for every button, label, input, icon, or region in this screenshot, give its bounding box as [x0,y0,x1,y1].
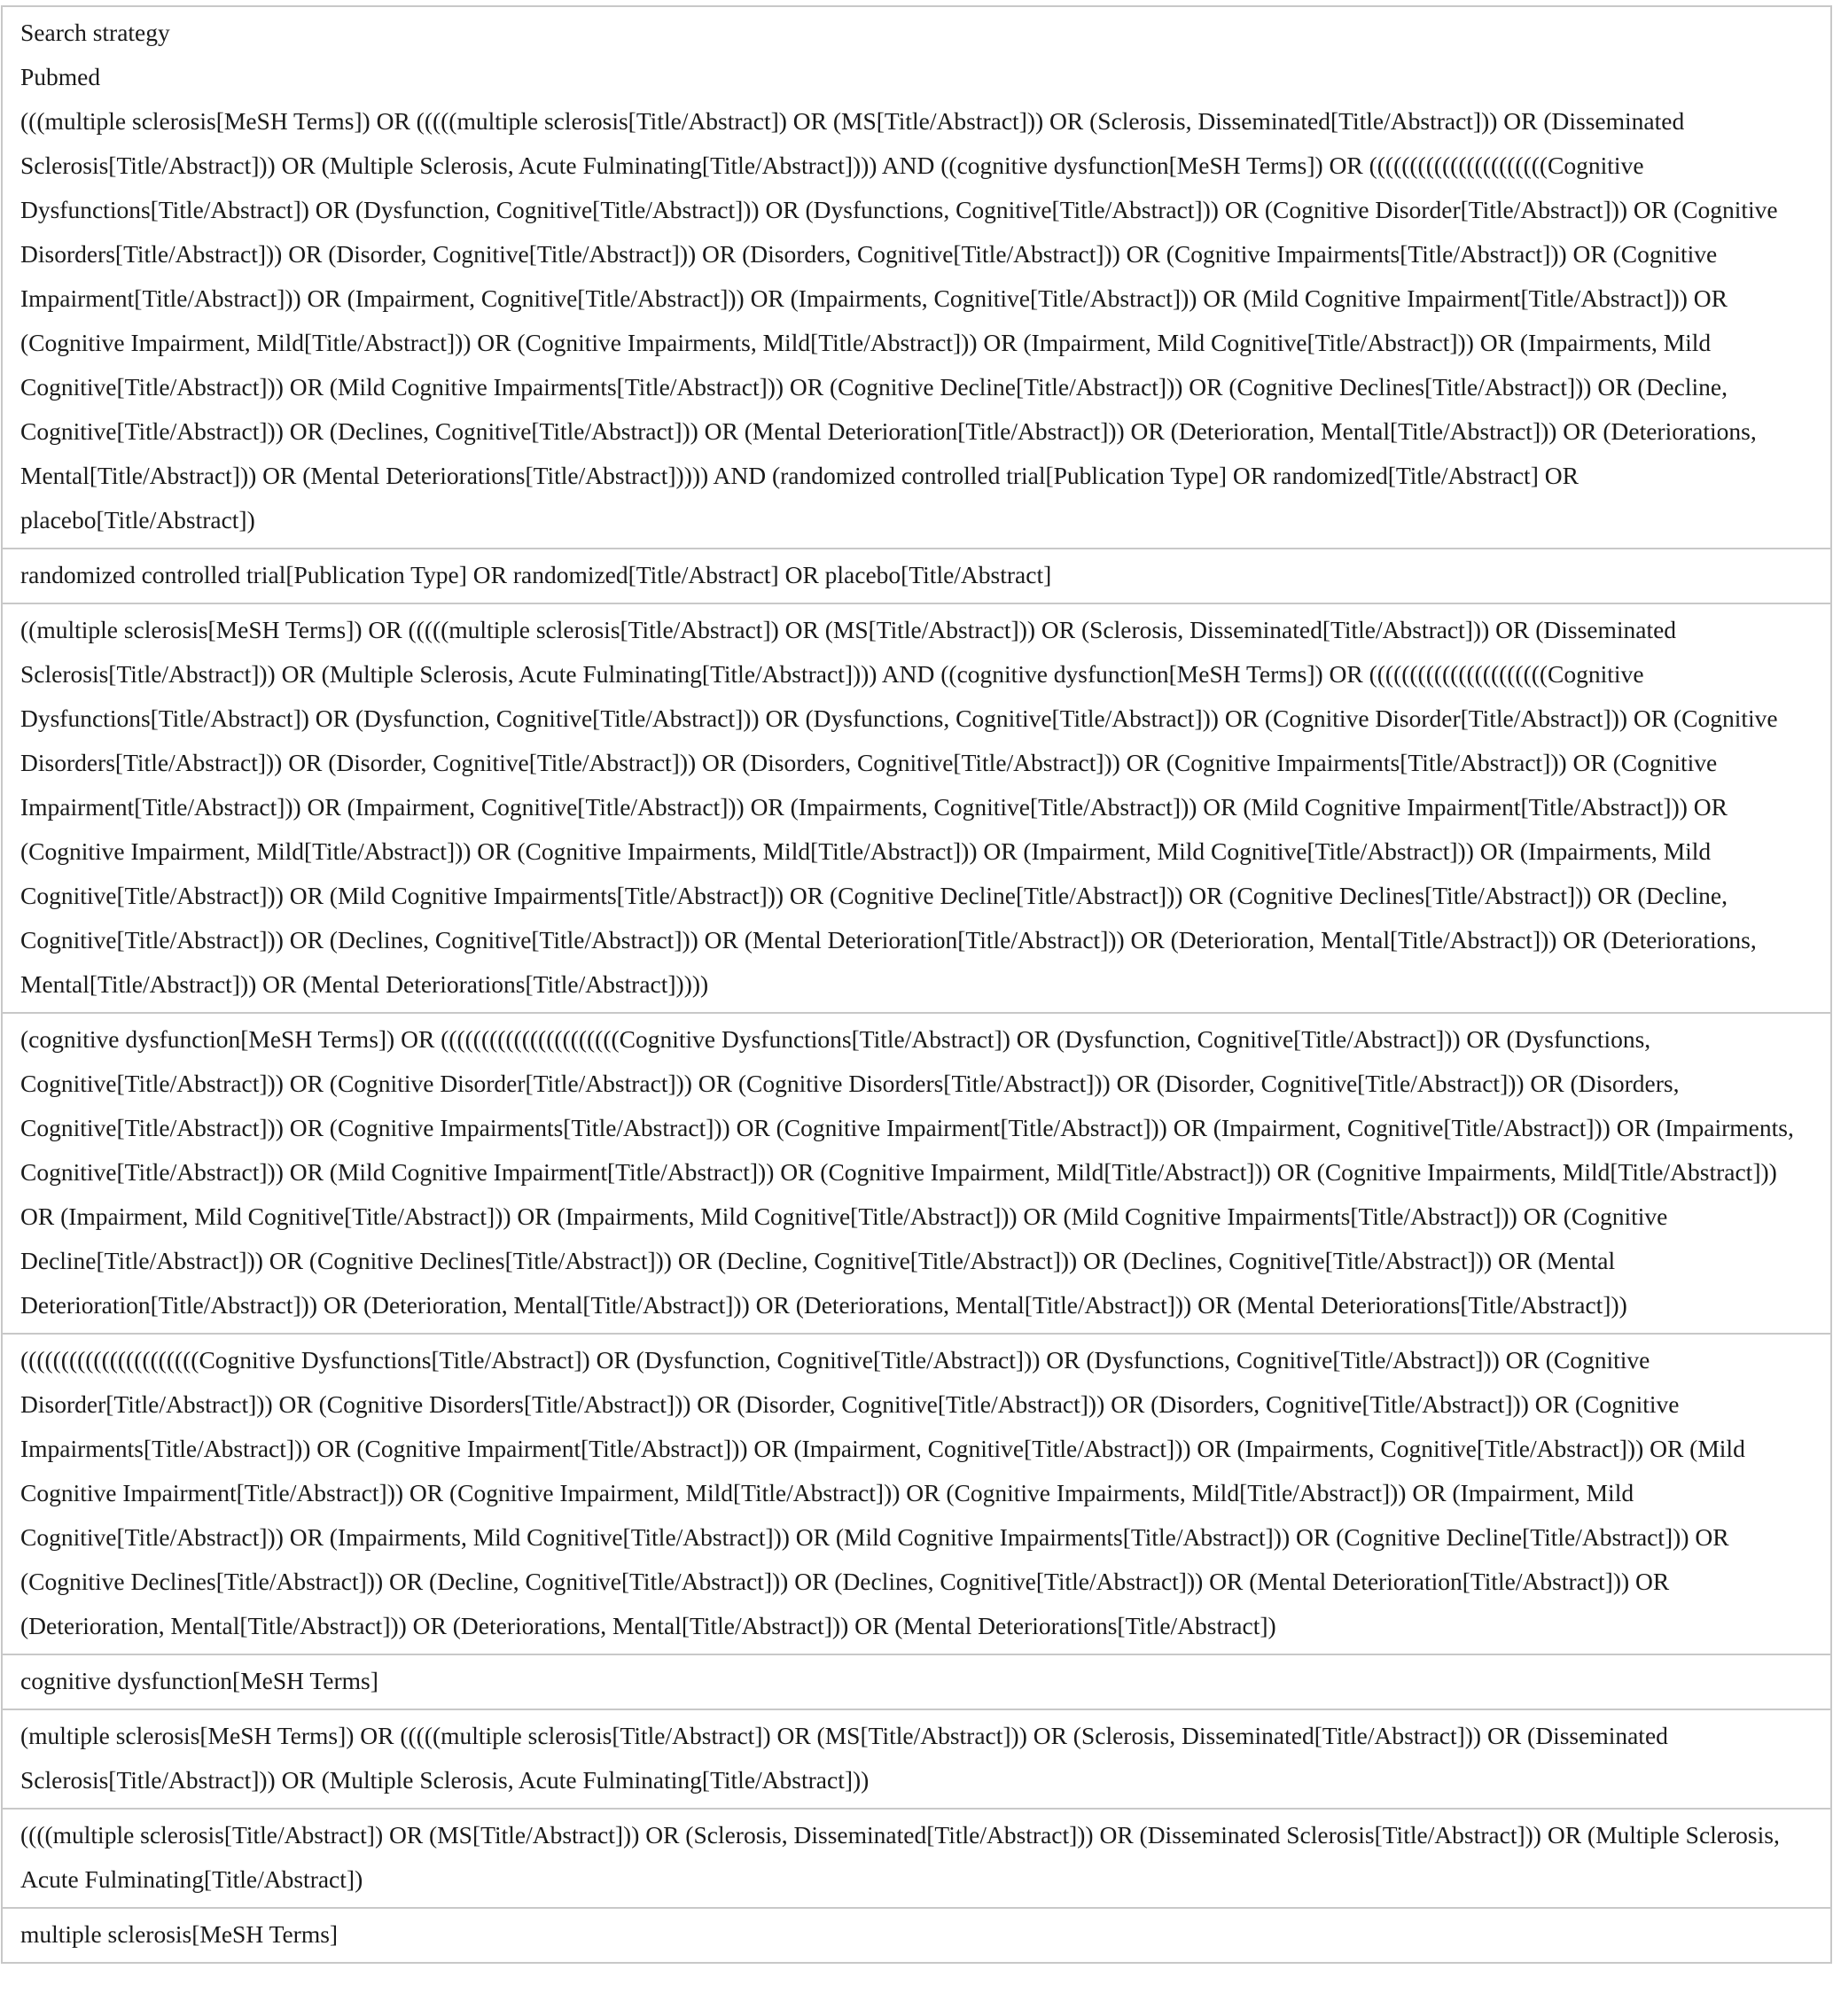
table-row-first [2,6,1831,549]
table-row [2,1908,1831,1963]
search-strategy-table [1,5,1832,1964]
search-query-8: ((((multiple sclerosis[Title/Abstract]) OR (MS[Title/Abstract])) OR (Sclerosis, Disseminated[Title/Abstract])) OR (Disseminated Sclerosis[Title/Abstract])) OR (Multiple Sclerosis, Acute Fulminating[Title/Abstract]) [2,1809,1831,1908]
table-row [2,1709,1831,1809]
search-query-7: (multiple sclerosis[MeSH Terms]) OR (((((multiple sclerosis[Title/Abstract]) OR (MS[Title/Abstract])) OR (Sclerosis, Disseminated[Title/Abstract])) OR (Disseminated Sclerosis[Title/Abstract])) OR (Multiple Sclerosis, Acute Fulminating[Title/Abstract])) [2,1709,1831,1809]
search-query-9: multiple sclerosis[MeSH Terms] [2,1908,1831,1963]
search-query-6: cognitive dysfunction[MeSH Terms] [2,1654,1831,1709]
table-cell-first [2,6,1831,549]
table-header: Search strategy [20,19,170,46]
search-query-2: randomized controlled trial[Publication Type] OR randomized[Title/Abstract] OR placebo[Title/Abstract] [2,549,1831,603]
table-row [2,1654,1831,1709]
search-query-5: ((((((((((((((((((((((Cognitive Dysfunctions[Title/Abstract]) OR (Dysfunction, Cognitive[Title/Abstract])) OR (Dysfunctions, Cognitive[Title/Abstract])) OR (Cognitive Disorder[Title/Abstract])) OR (Cognitive Disorders[Title/Abstract])) OR (Disorder, Cognitive[Title/Abstract])) OR (Disorders, Cognitive[Title/Abstract])) OR (Cognitive Impairments[Title/Abstract])) OR (Cognitive Impairment[Title/Abstract])) OR (Impairment, Cognitive[Title/Abstract])) OR (Impairments, Cognitive[Title/Abstract])) OR (Mild Cognitive Impairment[Title/Abstract])) OR (Cognitive Impairment, Mild[Title/Abstract])) OR (Cognitive Impairments, Mild[Title/Abstract])) OR (Impairment, Mild Cognitive[Title/Abstract])) OR (Impairments, Mild Cognitive[Title/Abstract])) OR (Mild Cognitive Impairments[Title/Abstract])) OR (Cognitive Decline[Title/Abstract])) OR (Cognitive Declines[Title/Abstract])) OR (Decline, Cognitive[Title/Abstract])) OR (Declines, Cognitive[Title/Abstract])) OR (Mental Deterioration[Title/Abstract])) OR (Deterioration, Mental[Title/Abstract])) OR (Deteriorations, Mental[Title/Abstract])) OR (Mental Deteriorations[Title/Abstract]) [2,1334,1831,1654]
database-label: Pubmed [20,63,101,90]
search-query-4: (cognitive dysfunction[MeSH Terms]) OR ((((((((((((((((((((((Cognitive Dysfunctions[Title/Abstract]) OR (Dysfunction, Cognitive[Title/Abstract])) OR (Dysfunctions, Cognitive[Title/Abstract])) OR (Cognitive Disorder[Title/Abstract])) OR (Cognitive Disorders[Title/Abstract])) OR (Disorder, Cognitive[Title/Abstract])) OR (Disorders, Cognitive[Title/Abstract])) OR (Cognitive Impairments[Title/Abstract])) OR (Cognitive Impairment[Title/Abstract])) OR (Impairment, Cognitive[Title/Abstract])) OR (Impairments, Cognitive[Title/Abstract])) OR (Mild Cognitive Impairment[Title/Abstract])) OR (Cognitive Impairment, Mild[Title/Abstract])) OR (Cognitive Impairments, Mild[Title/Abstract])) OR (Impairment, Mild Cognitive[Title/Abstract])) OR (Impairments, Mild Cognitive[Title/Abstract])) OR (Mild Cognitive Impairments[Title/Abstract])) OR (Cognitive Decline[Title/Abstract])) OR (Cognitive Declines[Title/Abstract])) OR (Decline, Cognitive[Title/Abstract])) OR (Declines, Cognitive[Title/Abstract])) OR (Mental Deterioration[Title/Abstract])) OR (Deterioration, Mental[Title/Abstract])) OR (Deteriorations, Mental[Title/Abstract])) OR (Mental Deteriorations[Title/Abstract])) [2,1013,1831,1334]
table-row [2,603,1831,1013]
table-row [2,549,1831,603]
search-query-1: (((multiple sclerosis[MeSH Terms]) OR (((((multiple sclerosis[Title/Abstract]) OR (MS[Title/Abstract])) OR (Sclerosis, Disseminated[Title/Abstract])) OR (Disseminated Sclerosis[Title/Abstract])) OR (Multiple Sclerosis, Acute Fulminating[Title/Abstract]))) AND ((cognitive dysfunction[MeSH Terms]) OR ((((((((((((((((((((((Cognitive Dysfunctions[Title/Abstract]) OR (Dysfunction, Cognitive[Title/Abstract])) OR (Dysfunctions, Cognitive[Title/Abstract])) OR (Cognitive Disorder[Title/Abstract])) OR (Cognitive Disorders[Title/Abstract])) OR (Disorder, Cognitive[Title/Abstract])) OR (Disorders, Cognitive[Title/Abstract])) OR (Cognitive Impairments[Title/Abstract])) OR (Cognitive Impairment[Title/Abstract])) OR (Impairment, Cognitive[Title/Abstract])) OR (Impairments, Cognitive[Title/Abstract])) OR (Mild Cognitive Impairment[Title/Abstract])) OR (Cognitive Impairment, Mild[Title/Abstract])) OR (Cognitive Impairments, Mild[Title/Abstract])) OR (Impairment, Mild Cognitive[Title/Abstract])) OR (Impairments, Mild Cognitive[Title/Abstract])) OR (Mild Cognitive Impairments[Title/Abstract])) OR (Cognitive Decline[Title/Abstract])) OR (Cognitive Declines[Title/Abstract])) OR (Decline, Cognitive[Title/Abstract])) OR (Declines, Cognitive[Title/Abstract])) OR (Mental Deterioration[Title/Abstract])) OR (Deterioration, Mental[Title/Abstract])) OR (Deteriorations, Mental[Title/Abstract])) OR (Mental Deteriorations[Title/Abstract])))) AND (randomized controlled trial[Publication Type] OR randomized[Title/Abstract] OR placebo[Title/Abstract]) [20,107,1778,533]
table-row [2,1809,1831,1908]
table-row [2,1334,1831,1654]
search-query-3: ((multiple sclerosis[MeSH Terms]) OR (((((multiple sclerosis[Title/Abstract]) OR (MS[Title/Abstract])) OR (Sclerosis, Disseminated[Title/Abstract])) OR (Disseminated Sclerosis[Title/Abstract])) OR (Multiple Sclerosis, Acute Fulminating[Title/Abstract]))) AND ((cognitive dysfunction[MeSH Terms]) OR ((((((((((((((((((((((Cognitive Dysfunctions[Title/Abstract]) OR (Dysfunction, Cognitive[Title/Abstract])) OR (Dysfunctions, Cognitive[Title/Abstract])) OR (Cognitive Disorder[Title/Abstract])) OR (Cognitive Disorders[Title/Abstract])) OR (Disorder, Cognitive[Title/Abstract])) OR (Disorders, Cognitive[Title/Abstract])) OR (Cognitive Impairments[Title/Abstract])) OR (Cognitive Impairment[Title/Abstract])) OR (Impairment, Cognitive[Title/Abstract])) OR (Impairments, Cognitive[Title/Abstract])) OR (Mild Cognitive Impairment[Title/Abstract])) OR (Cognitive Impairment, Mild[Title/Abstract])) OR (Cognitive Impairments, Mild[Title/Abstract])) OR (Impairment, Mild Cognitive[Title/Abstract])) OR (Impairments, Mild Cognitive[Title/Abstract])) OR (Mild Cognitive Impairments[Title/Abstract])) OR (Cognitive Decline[Title/Abstract])) OR (Cognitive Declines[Title/Abstract])) OR (Decline, Cognitive[Title/Abstract])) OR (Declines, Cognitive[Title/Abstract])) OR (Mental Deterioration[Title/Abstract])) OR (Deterioration, Mental[Title/Abstract])) OR (Deteriorations, Mental[Title/Abstract])) OR (Mental Deteriorations[Title/Abstract])))) [2,603,1831,1013]
table-row [2,1013,1831,1334]
